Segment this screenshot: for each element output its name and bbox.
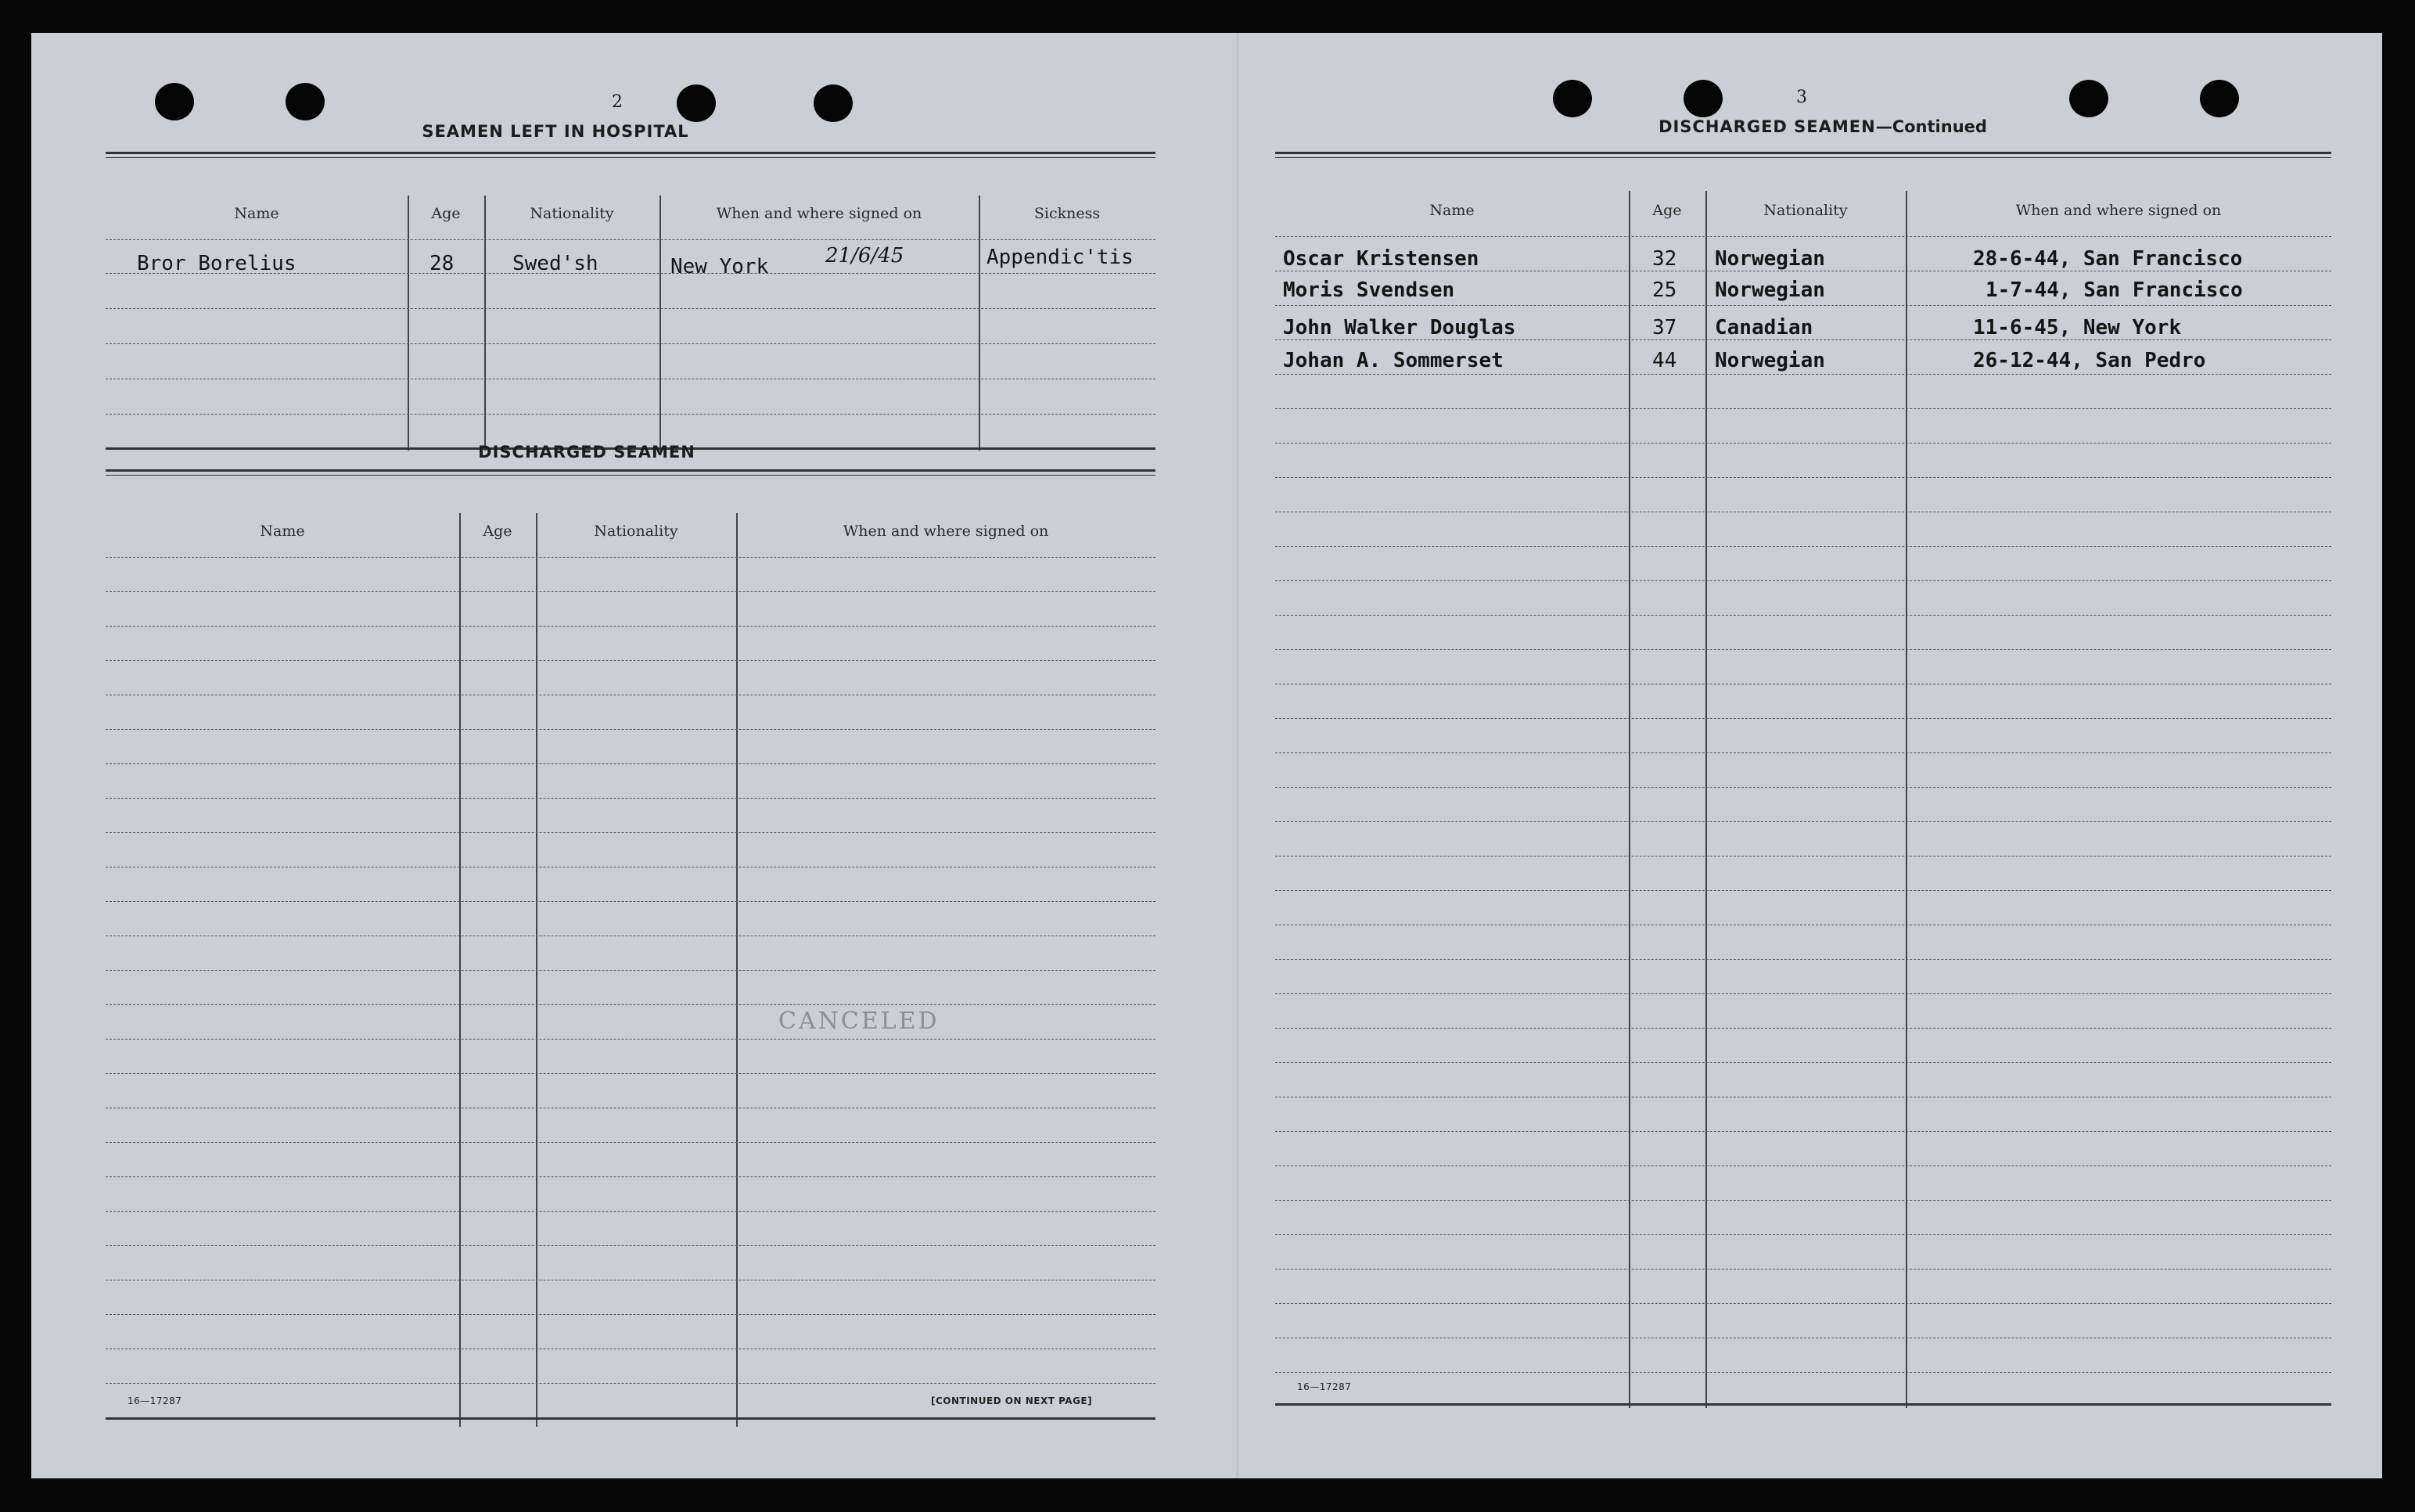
hospital-name: Bror Borelius [137,252,296,275]
seaman-signed-on: 11-6-45, New York [1973,316,2182,339]
right-header-name: Name [1429,202,1475,219]
discharged-header-name: Name [260,523,305,540]
hospital-date: 21/6/45 [825,244,904,268]
discharged-table-left [106,469,1155,1427]
discharged-header-age: Age [483,523,512,540]
seaman-age: 25 [1652,278,1677,302]
discharged-title: DISCHARGED SEAMEN [478,443,695,462]
hospital-table [106,152,1155,451]
seaman-signed-on: 28-6-44, San Francisco [1973,247,2243,271]
punch-hole [2069,80,2108,117]
seaman-nationality: Norwegian [1715,278,1825,302]
right-header-age: Age [1652,202,1682,219]
hospital-header-sickness: Sickness [1033,205,1101,222]
punch-hole [1684,80,1723,117]
seaman-nationality: Norwegian [1715,349,1825,372]
hospital-header-name: Name [234,205,279,222]
punch-hole [1553,80,1592,117]
hospital-age: 28 [429,252,455,275]
punch-hole [286,83,325,120]
hospital-title: SEAMEN LEFT IN HOSPITAL [422,122,689,141]
hospital-sickness: Appendic'tis [986,246,1134,269]
seaman-nationality: Norwegian [1715,247,1825,271]
discharged-header-signed-on: When and where signed on [843,523,1049,540]
page-divider [1236,33,1239,1478]
seaman-name: Oscar Kristensen [1283,247,1479,271]
right-form-number: 16—17287 [1297,1381,1352,1392]
punch-hole [2200,80,2239,117]
title-main: DISCHARGED SEAMEN [1659,117,1876,136]
discharged-continued-title [1541,117,2104,136]
punch-hole [155,83,194,120]
seaman-signed-on: 1-7-44, San Francisco [1986,278,2243,302]
left-form-number: 16—17287 [128,1395,182,1406]
seaman-age: 32 [1652,247,1677,271]
hospital-header-age: Age [431,205,461,222]
punch-hole [814,84,853,122]
right-header-nationality: Nationality [1763,202,1848,219]
hospital-header-nationality: Nationality [530,205,614,222]
document-sheet [31,33,2382,1478]
seaman-name: Moris Svendsen [1283,278,1455,302]
seaman-age: 37 [1652,316,1677,339]
seaman-name: John Walker Douglas [1283,316,1516,339]
seaman-signed-on: 26-12-44, San Pedro [1973,349,2206,372]
hospital-place: New York [670,255,769,278]
continued-note: [CONTINUED ON NEXT PAGE] [931,1395,1093,1406]
discharged-header-nationality: Nationality [594,523,678,540]
hospital-nationality: Swed'sh [512,252,598,275]
discharged-table-right [1275,152,2331,1413]
seaman-name: Johan A. Sommerset [1283,349,1504,372]
faint-stamp: CANCELED [778,1007,940,1035]
seaman-age: 44 [1652,349,1677,372]
seaman-nationality: Canadian [1715,316,1813,339]
right-page-number: 3 [1796,88,1807,107]
hospital-header-signed-on: When and where signed on [716,205,922,222]
right-header-signed-on: When and where signed on [2015,202,2222,219]
punch-hole [677,84,716,122]
left-page-number: 2 [612,92,623,112]
title-continued: —Continued [1875,117,1987,136]
